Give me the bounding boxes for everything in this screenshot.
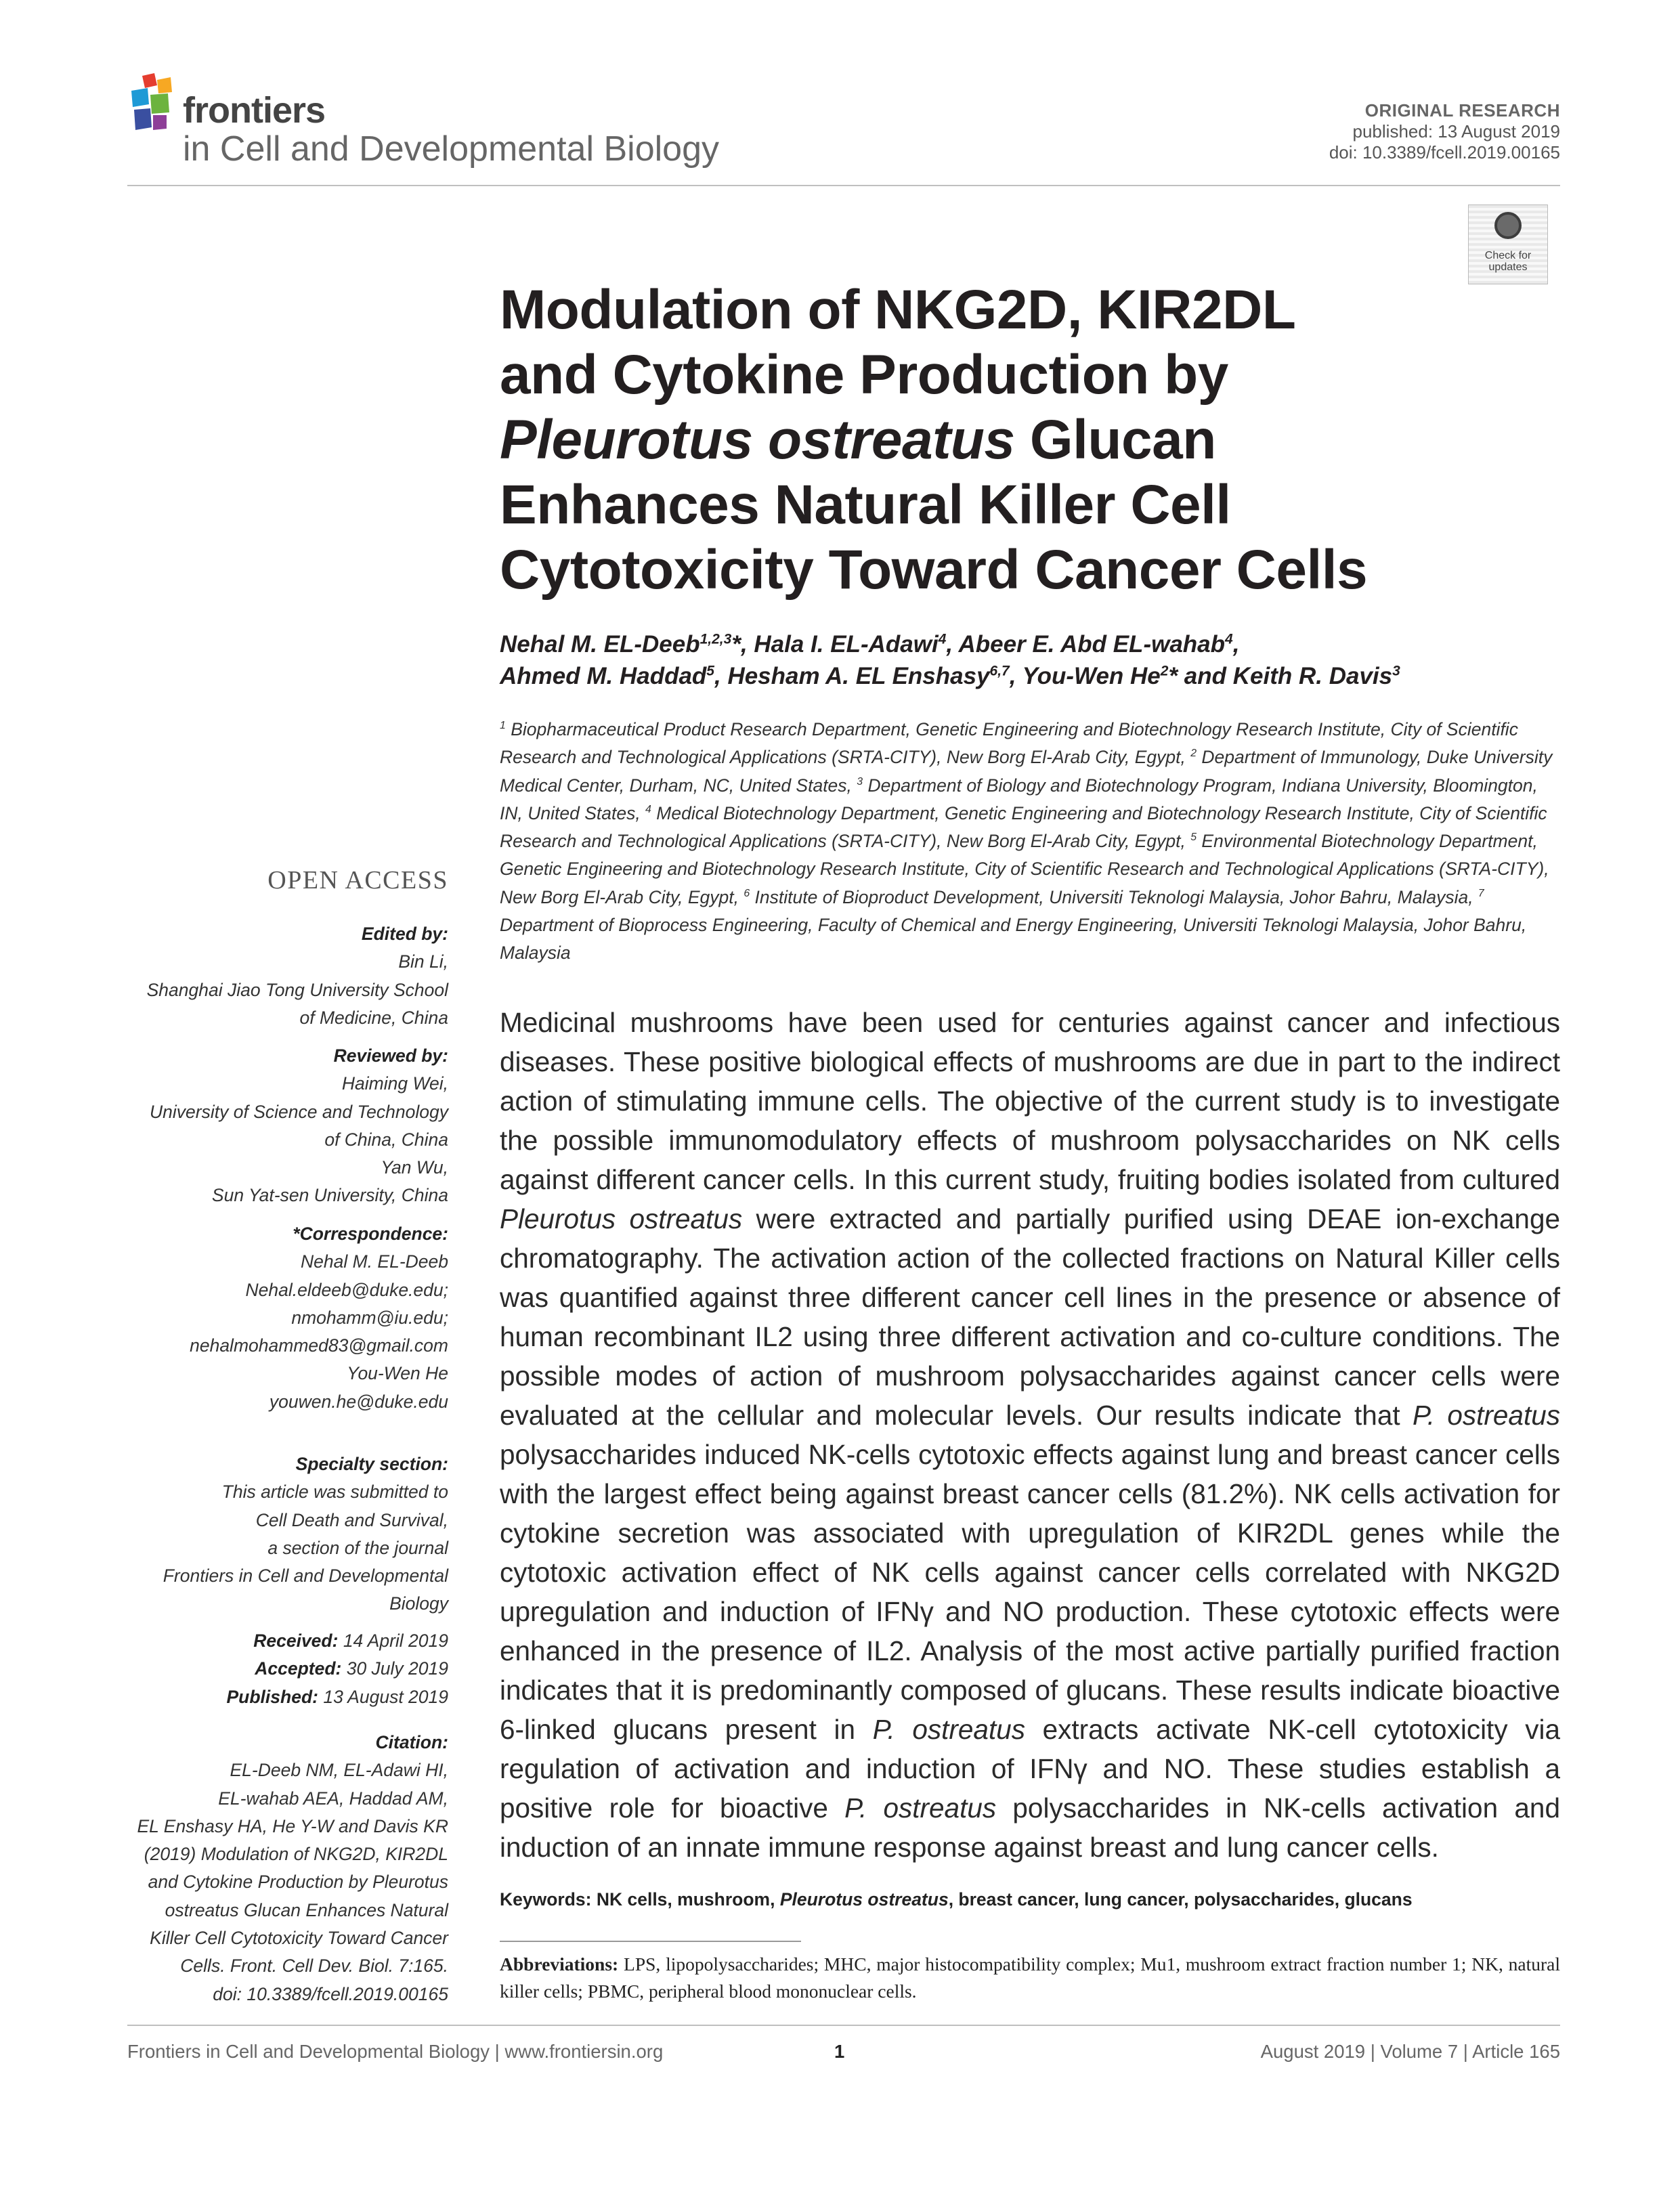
footer-divider: [127, 2025, 1560, 2026]
author-name[interactable]: Hala I. EL-Adawi: [754, 631, 939, 657]
page-number: 1: [834, 2041, 845, 2062]
keywords: Keywords: NK cells, mushroom, Pleurotus ostreatus, breast cancer, lung cancer, polysaccharides, glucans: [500, 1889, 1413, 1910]
check-for-updates-icon: [1494, 212, 1522, 239]
check-for-updates-badge[interactable]: [1468, 204, 1548, 284]
author-name[interactable]: Hesham A. EL Enshasy: [727, 663, 990, 689]
citation-doi[interactable]: doi: 10.3389/fcell.2019.00165: [213, 1983, 448, 2004]
journal-name: in Cell and Developmental Biology: [183, 129, 720, 169]
article-type: ORIGINAL RESEARCH: [1364, 100, 1560, 121]
author-name[interactable]: Keith R. Davis: [1232, 663, 1393, 689]
edited-by-section: Edited by: Bin Li, Shanghai Jiao Tong University School of Medicine, China: [146, 924, 448, 1028]
author-name[interactable]: You-Wen He: [1022, 663, 1161, 689]
abbreviations: Abbreviations: LPS, lipopolysaccharides; MHC, major histocompatibility complex; Mu1, mushroom extract fraction number 1; NK, natural killer cells; PBMC, peripheral blood mononuclear cells.: [500, 1954, 1560, 2002]
affiliations: $^1$ Biopharmaceutical Product Research Department, Genetic Engineering and Biotechnology Research Institute, City of Scientific Research and Technological Applications (SRTA-CITY), New Borg El-Arab City, Egypt, $^2$ Department of Immunology, Duke University Medical Center, Durham, NC, United States, $^3$ Department of Biology and Biotechnology Program, Indiana University, Bloomington, IN, United States, $^4$ Medical Biotechnology Department, Genetic Engineering and Biotechnology Research Institute, City of Scientific Research and Technological Applications (SRTA-CITY), New Borg El-Arab City, Egypt, $^5$ Environmental Biotechnology Department, Genetic Engineering and Biotechnology Research Institute, City of Scientific Research and Technological Applications (SRTA-CITY), New Borg El-Arab City, Egypt, $^6$ Institute of Bioproduct Development, Universiti Teknologi Malaysia, Johor Bahru, Malaysia, $^7$ Department of Bioprocess Engineering, Faculty of Chemical and Energy Engineering, Universiti Teknologi Malaysia, Johor Bahru, Malaysia: [500, 719, 1553, 964]
email-link[interactable]: nehalmohammed83@gmail.com: [190, 1335, 448, 1356]
check-for-updates-label: Check for updates: [1484, 250, 1532, 273]
author-name[interactable]: Ahmed M. Haddad: [500, 663, 707, 689]
reviewed-by-section: Reviewed by: Haiming Wei, University of Science and Technology of China, China Yan Wu, Sun Yat-sen University, China: [150, 1045, 448, 1206]
dates-section: Received: 14 April 2019 Accepted: 30 July 2019 Published: 13 August 2019: [226, 1631, 448, 1707]
citation-section: Citation: EL-Deeb NM, EL-Adawi HI, EL-wahab AEA, Haddad AM, EL Enshasy HA, He Y-W and Davis KR (2019) Modulation of NKG2D, KIR2DL and Cytokine Production by Pleurotus ostreatus Glucan Enhances Natural Killer Cell Cytotoxicity Toward Cancer Cells. Front. Cell Dev. Biol. 7:165. doi: 10.3389/fcell.2019.00165: [137, 1729, 448, 2008]
header-divider: [127, 185, 1560, 186]
footer-issue-info: August 2019 | Volume 7 | Article 165: [1260, 2041, 1560, 2062]
abstract: Medicinal mushrooms have been used for centuries against cancer and infectious diseases. These positive biological effects of mushrooms are due in part to the indirect action of stimulating immune cells. The objective of the current study is to investigate the possible immunomodulatory effects of mushroom polysaccharides on NK cells against different cancer cells. In this current study, fruiting bodies isolated from cultured Pleurotus ostreatus were extracted and partially purified using DEAE ion-exchange chromatography. The activation action of the collected fractions on Natural Killer cells was quantified against three different cancer cell lines in the presence or absence of human recombinant IL2 using three different activation and co-culture conditions. The possible modes of action of mushroom polysaccharides against cancer cells were evaluated at the cellular and molecular levels. Our results indicate that P. ostreatus polysaccharides induced NK-cells cytotoxic effects against lung and breast cancer cells with the largest effect being against breast cancer cells (81.2%). NK cells activation for cytokine secretion was associated with upregulation of KIR2DL genes while the cytotoxic activation effect of NK cells against cancer cells correlated with NKG2D upregulation and induction of IFNγ and NO production. These cytotoxic effects were enhanced in the presence of IL2. Analysis of the most active partially purified fraction indicates that it is predominantly composed of glucans. These results indicate bioactive 6-linked glucans present in P. ostreatus extracts activate NK-cell cytotoxicity via regulation of activation and induction of IFNγ and NO. These studies establish a positive role for bioactive P. ostreatus polysaccharides in NK-cells activation and induction of an innate immune response against breast and lung cancer cells.: [500, 1007, 1561, 1863]
article-doi[interactable]: doi: 10.3389/fcell.2019.00165: [1329, 142, 1560, 163]
correspondence-section: *Correspondence: Nehal M. EL-Deeb Nehal.eldeeb@duke.edu; nmohamm@iu.edu; nehalmohammed83@gmail.com You-Wen He youwen.he@duke.edu: [190, 1220, 448, 1416]
author-name[interactable]: Abeer E. Abd EL-wahab: [958, 631, 1226, 657]
article-title: Modulation of NKG2D, KIR2DL and Cytokine Production by Pleurotus ostreatus Glucan Enhances Natural Killer Cell Cytotoxicity Toward Cancer Cells: [500, 279, 1368, 601]
email-link[interactable]: Nehal.eldeeb@duke.edu;: [245, 1279, 448, 1300]
footer-journal-link[interactable]: Frontiers in Cell and Developmental Biology | www.frontiersin.org: [127, 2041, 664, 2062]
email-link[interactable]: nmohamm@iu.edu;: [291, 1307, 448, 1328]
author-name[interactable]: Nehal M. EL-Deeb: [500, 631, 700, 657]
published-date: published: 13 August 2019: [1352, 121, 1560, 142]
abbreviations-divider: [500, 1941, 801, 1942]
email-link[interactable]: youwen.he@duke.edu: [269, 1391, 448, 1412]
frontiers-logo-icon: [127, 73, 183, 135]
journal-brand: frontiers: [183, 90, 326, 131]
open-access-label: OPEN ACCESS: [267, 866, 448, 894]
specialty-section: Specialty section: This article was submitted to Cell Death and Survival, a section of the journal Frontiers in Cell and Developmental Biology: [163, 1454, 448, 1614]
article-meta: [1329, 100, 1560, 163]
author-list: Nehal M. EL-Deeb$^{1,2,3}$*, Hala I. EL-Adawi$^4$, Abeer E. Abd EL-wahab$^4$, Ahmed M. Haddad$^5$, Hesham A. EL Enshasy$^{6,7}$, You-Wen He$^2$* and Keith R. Davis$^3$: [500, 631, 1400, 689]
